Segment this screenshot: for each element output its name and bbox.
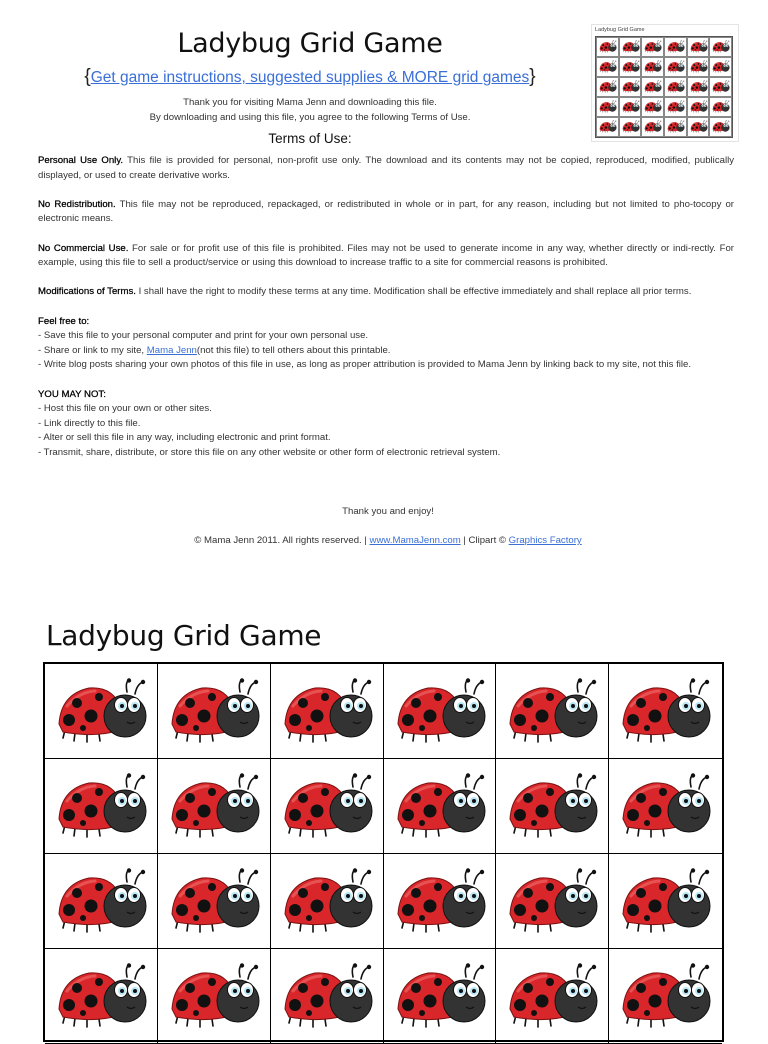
no-commercial-text: For sale or for profit use of this file is prohibited. Files may not be used to generate income in any way, whether directly or indi-rectly. For example, using this file to sell a product/service or using this download to increase traffic to a site for commercial reasons is prohibited. <box>38 242 734 269</box>
thumbnail-cell <box>619 57 642 77</box>
feel-free-heading: Feel free to: <box>38 315 90 327</box>
thumbnail-grid <box>595 36 733 138</box>
thumbnail-cell <box>687 77 710 97</box>
brace-close: } <box>529 66 536 87</box>
thumbnail-cell <box>709 97 732 117</box>
grid-cell <box>45 759 158 854</box>
modifications-text: I shall have the right to modify these terms at any time. Modification shall be effective immediately and shall replace all prior terms. <box>135 286 692 298</box>
thank-you-text: Thank you and enjoy! <box>342 506 434 517</box>
mama-jenn-link[interactable]: Mama Jenn <box>146 344 197 356</box>
feel-free-item-3: - Write blog posts sharing your own photos of this file in use, as long as proper attribution is provided to Mama Jenn by linking back to my site, not this file. <box>38 359 692 371</box>
thumbnail-cell <box>709 37 732 57</box>
no-redistribution-paragraph <box>38 198 734 227</box>
thumbnail-cell <box>596 97 619 117</box>
grid-cell <box>384 949 497 1044</box>
grid-cell <box>271 759 384 854</box>
intro-text <box>0 95 620 125</box>
grid-cell <box>45 949 158 1044</box>
brace-open: { <box>84 66 91 87</box>
personal-use-text: This file is provided for personal, non-profit use only. The download and its contents may not be copied, reproduced, modified, publically displayed, or used to create derivative works. <box>38 155 735 181</box>
instructions-line <box>0 66 620 88</box>
feel-free-item-1: - Save this file to your personal computer and print for your own personal use. <box>38 330 369 342</box>
no-redistribution-label: No Redistribution. <box>38 198 116 210</box>
may-not-item: - Host this file on your own or other sites. <box>38 403 212 415</box>
thumbnail-cell <box>687 97 710 117</box>
thumbnail-cell <box>596 37 619 57</box>
thumbnail-cell <box>619 77 642 97</box>
thumbnail-cell <box>641 77 664 97</box>
thumbnail-cell <box>619 97 642 117</box>
feel-free-item-2-post: (not this file) to tell others about this printable. <box>196 344 391 356</box>
site-link[interactable]: www.MamaJenn.com <box>369 535 461 546</box>
grid-cell <box>271 854 384 949</box>
grid-cell <box>496 664 609 759</box>
thumbnail-cell <box>664 117 687 137</box>
thumbnail-cell <box>664 57 687 77</box>
thumbnail-cell <box>664 77 687 97</box>
game-title: Ladybug Grid Game <box>46 619 322 652</box>
thumbnail-cell <box>596 57 619 77</box>
may-not-item: - Link directly to this file. <box>38 417 141 429</box>
personal-use-label: Personal Use Only. <box>38 155 124 166</box>
terms-heading: Terms of Use: <box>268 131 352 146</box>
thumbnail-cell <box>596 117 619 137</box>
feel-free-item-2 <box>38 344 734 359</box>
thumbnail-cell <box>687 57 710 77</box>
thumbnail-cell <box>619 37 642 57</box>
grid-cell <box>45 854 158 949</box>
thumbnail-cell <box>709 117 732 137</box>
thumbnail-cell <box>641 97 664 117</box>
grid-cell <box>609 759 722 854</box>
copyright-text: © Mama Jenn 2011. All rights reserved. | <box>194 535 370 546</box>
thumbnail-cell <box>619 117 642 137</box>
thumbnail-cell <box>641 57 664 77</box>
thumbnail-cell <box>687 117 710 137</box>
thumbnail-title: Ladybug Grid Game <box>595 27 645 33</box>
page-title: Ladybug Grid Game <box>177 28 443 59</box>
grid-cell <box>158 759 271 854</box>
instructions-link[interactable]: Get game instructions, suggested supplies & MORE grid games <box>90 69 530 86</box>
thumbnail-cell <box>664 97 687 117</box>
modifications-paragraph <box>38 285 734 300</box>
terms-body <box>38 154 734 475</box>
intro-line-2: By downloading and using this file, you agree to the following Terms of Use. <box>149 112 471 123</box>
no-commercial-label: No Commercial Use. <box>38 242 129 254</box>
may-not-heading: YOU MAY NOT: <box>38 388 106 400</box>
personal-use-paragraph <box>38 154 734 183</box>
copyright-line <box>0 535 768 546</box>
ladybug-game-grid <box>43 662 724 1042</box>
grid-cell <box>384 664 497 759</box>
may-not-section <box>38 388 734 461</box>
grid-cell <box>271 949 384 1044</box>
preview-thumbnail <box>591 24 739 142</box>
grid-cell <box>158 664 271 759</box>
may-not-item: - Transmit, share, distribute, or store this file on any other website or other form of electronic retrieval system. <box>38 446 501 458</box>
grid-cell <box>45 664 158 759</box>
thumbnail-cell <box>641 37 664 57</box>
thumbnail-cell <box>641 117 664 137</box>
intro-line-1: Thank you for visiting Mama Jenn and downloading this file. <box>183 97 437 108</box>
grid-cell <box>271 664 384 759</box>
thumbnail-cell <box>709 77 732 97</box>
grid-cell <box>496 949 609 1044</box>
thumbnail-cell <box>687 37 710 57</box>
no-redistribution-text: This file may not be reproduced, repackaged, or redistributed in whole or in part, for any reason, including but not limited to pho-tocopy or electronic means. <box>38 198 734 225</box>
grid-cell <box>496 759 609 854</box>
thumbnail-cell <box>596 77 619 97</box>
clipart-text: | Clipart © <box>460 535 509 546</box>
feel-free-item-2-pre: - Share or link to my site, <box>38 344 147 356</box>
modifications-label: Modifications of Terms. <box>38 286 136 298</box>
may-not-item: - Alter or sell this file in any way, including electronic and print format. <box>38 432 331 444</box>
grid-cell <box>384 854 497 949</box>
thumbnail-cell <box>709 57 732 77</box>
grid-cell <box>496 854 609 949</box>
grid-cell <box>609 854 722 949</box>
grid-cell <box>609 949 722 1044</box>
feel-free-section <box>38 315 734 373</box>
no-commercial-paragraph <box>38 242 734 271</box>
grid-cell <box>384 759 497 854</box>
graphics-factory-link[interactable]: Graphics Factory <box>508 535 582 546</box>
grid-cell <box>158 854 271 949</box>
grid-cell <box>158 949 271 1044</box>
thumbnail-cell <box>664 37 687 57</box>
grid-cell <box>609 664 722 759</box>
